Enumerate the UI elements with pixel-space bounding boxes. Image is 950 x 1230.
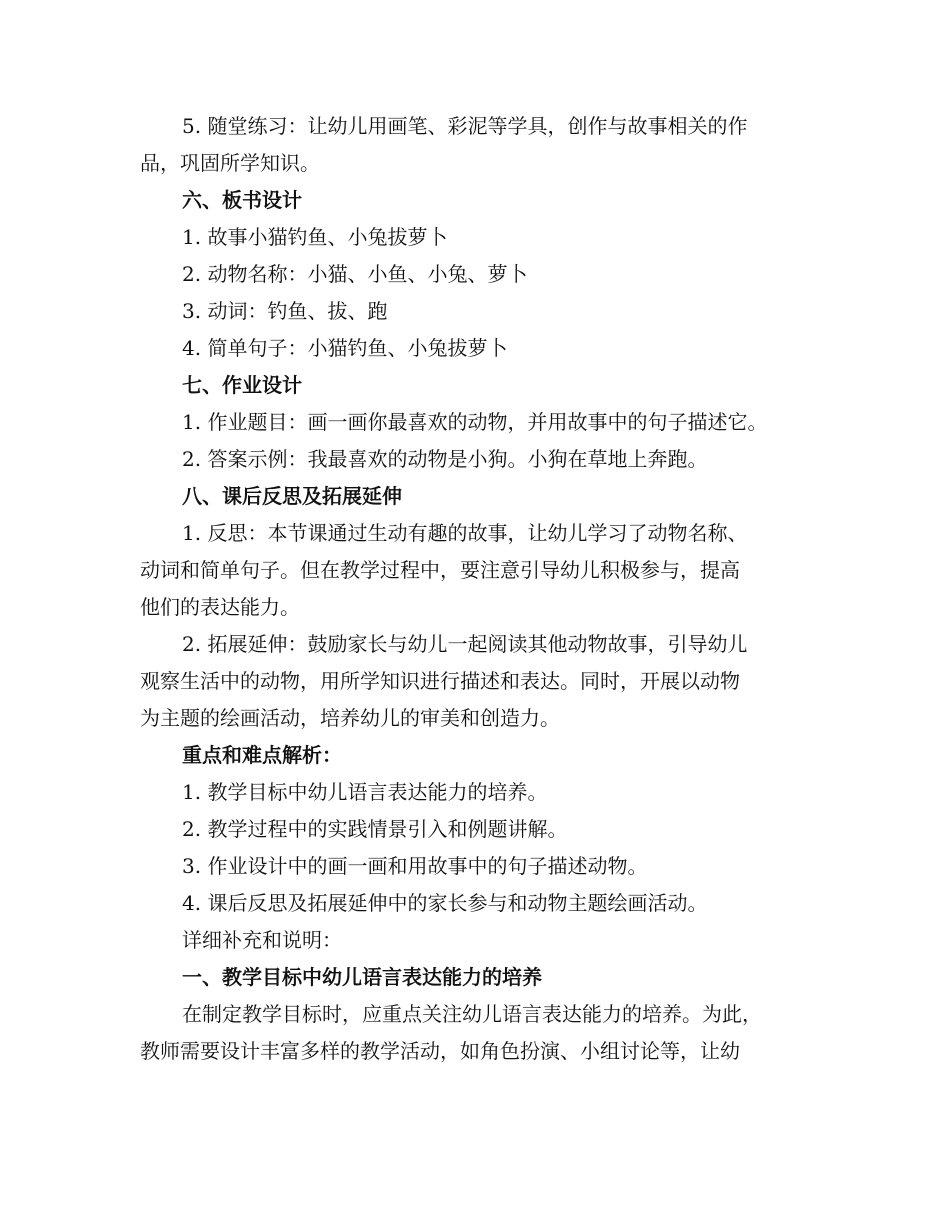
paragraph-extension bbox=[140, 626, 820, 737]
paragraph-practice bbox=[140, 108, 820, 182]
list-item: 4. 简单句子：小猫钓鱼、小兔拔萝卜 bbox=[182, 336, 508, 360]
section-heading-board-design: 六、板书设计 bbox=[182, 188, 302, 212]
text-line: 2. 拓展延伸：鼓励家长与幼儿一起阅读其他动物故事，引导幼儿 bbox=[182, 632, 748, 656]
paragraph-reflection bbox=[140, 515, 820, 626]
section-heading-homework: 七、作业设计 bbox=[182, 373, 302, 397]
text-line: 他们的表达能力。 bbox=[140, 595, 300, 619]
document-body bbox=[140, 108, 820, 1070]
list-item: 1. 教学目标中幼儿语言表达能力的培养。 bbox=[182, 780, 548, 804]
text-line: 教师需要设计丰富多样的教学活动，如角色扮演、小组讨论等，让幼 bbox=[140, 1039, 740, 1063]
list-item: 1. 作业题目：画一画你最喜欢的动物，并用故事中的句子描述它。 bbox=[182, 410, 768, 434]
text-line: 品，巩固所学知识。 bbox=[140, 151, 320, 175]
list-item: 3. 动词：钓鱼、拔、跑 bbox=[182, 299, 388, 323]
paragraph-language-goal bbox=[140, 996, 820, 1070]
section-heading-key-points: 重点和难点解析： bbox=[182, 743, 342, 767]
text-line: 观察生活中的动物，用所学知识进行描述和表达。同时，开展以动物 bbox=[140, 669, 740, 693]
list-item: 3. 作业设计中的画一画和用故事中的句子描述动物。 bbox=[182, 854, 648, 878]
list-item: 4. 课后反思及拓展延伸中的家长参与和动物主题绘画活动。 bbox=[182, 891, 708, 915]
list-item: 2. 动物名称：小猫、小鱼、小兔、萝卜 bbox=[182, 262, 528, 286]
list-item: 2. 教学过程中的实践情景引入和例题讲解。 bbox=[182, 817, 568, 841]
text-line: 为主题的绘画活动，培养幼儿的审美和创造力。 bbox=[140, 706, 560, 730]
text-line: 动词和简单句子。但在教学过程中，要注意引导幼儿积极参与，提高 bbox=[140, 558, 740, 582]
section-heading-language-goal: 一、教学目标中幼儿语言表达能力的培养 bbox=[182, 965, 542, 989]
list-item: 1. 故事小猫钓鱼、小兔拔萝卜 bbox=[182, 225, 448, 249]
paragraph-supplement-intro: 详细补充和说明： bbox=[182, 928, 342, 952]
section-heading-reflection: 八、课后反思及拓展延伸 bbox=[182, 484, 402, 508]
text-line: 1. 反思：本节课通过生动有趣的故事，让幼儿学习了动物名称、 bbox=[182, 521, 748, 545]
text-line: 在制定教学目标时，应重点关注幼儿语言表达能力的培养。为此， bbox=[182, 1002, 762, 1026]
list-item: 2. 答案示例：我最喜欢的动物是小狗。小狗在草地上奔跑。 bbox=[182, 447, 708, 471]
text-line: 5. 随堂练习：让幼儿用画笔、彩泥等学具，创作与故事相关的作 bbox=[182, 114, 748, 138]
